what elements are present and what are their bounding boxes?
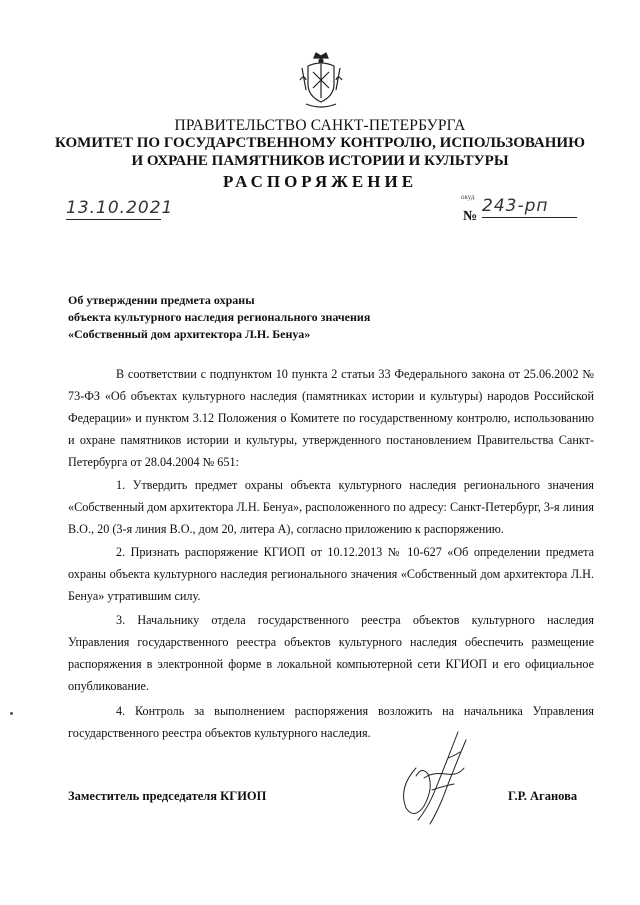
handwritten-signature xyxy=(388,728,488,828)
margin-mark xyxy=(10,712,13,715)
okud-label: окуд xyxy=(461,193,475,201)
item-2-paragraph: 2. Признать распоряжение КГИОП от 10.12.2013 № 10-627 «Об определении предмета охраны объекта культурного наследия регионального значения «Собственный дом архитектора Л.Н. Бенуа» утратившим силу. xyxy=(68,545,594,603)
government-heading: ПРАВИТЕЛЬСТВО САНКТ-ПЕТЕРБУРГА xyxy=(174,117,466,134)
number-sign: № xyxy=(463,209,478,224)
order-number: 243-рп xyxy=(482,196,577,218)
committee-heading xyxy=(0,134,640,170)
subject-line-3: «Собственный дом архитектора Л.Н. Бенуа» xyxy=(68,327,311,341)
coat-of-arms-icon xyxy=(296,50,346,112)
subject-line-2: объекта культурного наследия регионального значения xyxy=(68,310,371,324)
preamble-paragraph: В соответствии с подпунктом 10 пункта 2 статьи 33 Федерального закона от 25.06.2002 № 73-ФЗ «Об объектах культурного наследия (памятниках истории и культуры) народов Российской Федерации» и пунктом 3.12 Положения о Комитете по государственному контролю, использованию и охране памятников истории и культуры, утвержденного постановлением Правительства Санкт-Петербурга от 28.04.2004 № 651: xyxy=(68,367,594,469)
committee-line-2: И ОХРАНЕ ПАМЯТНИКОВ ИСТОРИИ И КУЛЬТУРЫ xyxy=(131,153,509,169)
document-type-title: РАСПОРЯЖЕНИЕ xyxy=(222,172,418,191)
signatory-role: Заместитель председателя КГИОП xyxy=(68,789,267,803)
committee-line-1: КОМИТЕТ ПО ГОСУДАРСТВЕННОМУ КОНТРОЛЮ, ИСПОЛЬЗОВАНИЮ xyxy=(55,135,585,151)
order-subject xyxy=(68,292,370,343)
order-date: 13.10.2021 xyxy=(66,198,174,218)
item-4-paragraph: 4. Контроль за выполнением распоряжения возложить на начальника Управления государственного реестра объектов культурного наследия. xyxy=(68,704,594,740)
subject-line-1: Об утверждении предмета охраны xyxy=(68,293,255,307)
signatory-name: Г.Р. Аганова xyxy=(508,789,578,803)
item-1-paragraph: 1. Утвердить предмет охраны объекта культурного наследия регионального значения «Собственный дом архитектора Л.Н. Бенуа», расположенного по адресу: Санкт-Петербург, 3-я линия В.О., 20 (3-я линия В.О., дом 20, литера А), согласно приложению к распоряжению. xyxy=(68,478,594,536)
item-3-paragraph: 3. Начальнику отдела государственного реестра объектов культурного наследия Управления государственного реестра объектов культурного наследия обеспечить размещение распоряжения в электронной форме в локальной компьютерной сети КГИОП и его официальное опубликование. xyxy=(68,613,594,693)
